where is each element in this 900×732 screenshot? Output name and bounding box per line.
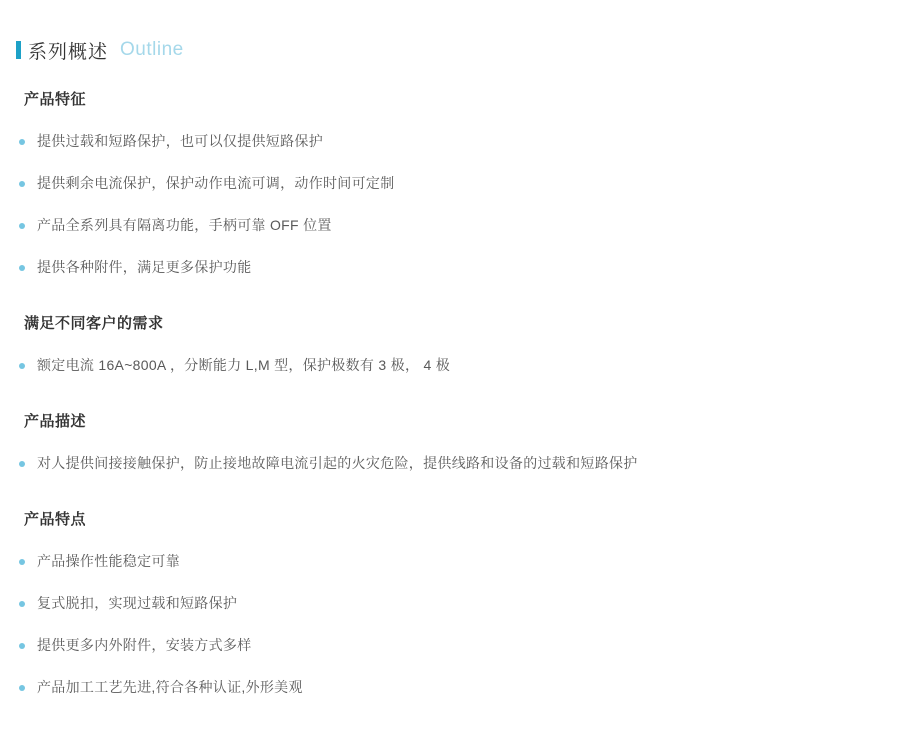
list-item [19,216,860,235]
section [24,510,860,697]
section-heading: 产品特点 [24,511,87,528]
bullet-dot-icon [19,685,25,691]
page-title [16,39,860,63]
section-heading: 产品特征 [24,91,87,108]
list-item-text: 提供过载和短路保护，也可以仅提供短路保护 [37,133,323,149]
bullet-list [19,454,860,473]
list-item-text: 提供各种附件，满足更多保护功能 [37,259,252,275]
list-item [19,454,860,473]
bullet-list [19,132,860,277]
list-item [19,636,860,655]
bullet-dot-icon [19,181,25,187]
section [24,412,860,473]
list-item-text: 复式脱扣，实现过载和短路保护 [37,595,238,611]
bullet-dot-icon [19,139,25,145]
list-item-text: 额定电流 16A~800A ，分断能力 L,M 型，保护极数有 3 极， 4 极 [37,357,451,373]
content-sections [24,90,860,697]
bullet-dot-icon [19,601,25,607]
list-item-text: 产品全系列具有隔离功能，手柄可靠 OFF 位置 [37,217,332,233]
list-item [19,258,860,277]
bullet-dot-icon [19,223,25,229]
list-item [19,356,860,375]
bullet-list [19,552,860,697]
list-item [19,594,860,613]
list-item-text: 提供更多内外附件，安装方式多样 [37,637,252,653]
list-item-text: 产品加工工艺先进,符合各种认证,外形美观 [37,679,303,695]
bullet-dot-icon [19,643,25,649]
section [24,314,860,375]
bullet-dot-icon [19,363,25,369]
bullet-list [19,356,860,375]
list-item-text: 提供剩余电流保护，保护动作电流可调，动作时间可定制 [37,175,395,191]
bullet-dot-icon [19,559,25,565]
list-item [19,132,860,151]
section-heading: 满足不同客户的需求 [24,315,164,332]
list-item-text: 产品操作性能稳定可靠 [37,553,180,569]
list-item [19,174,860,193]
page-title-en: Outline [120,39,184,60]
bullet-dot-icon [19,265,25,271]
list-item [19,678,860,697]
list-item-text: 对人提供间接接触保护，防止接地故障电流引起的火灾危险，提供线路和设备的过载和短路保护 [37,455,638,471]
bullet-dot-icon [19,461,25,467]
page-title-zh: 系列概述 [28,41,109,63]
section [24,90,860,277]
section-heading: 产品描述 [24,413,87,430]
title-accent-bar-icon [16,41,21,59]
list-item [19,552,860,571]
